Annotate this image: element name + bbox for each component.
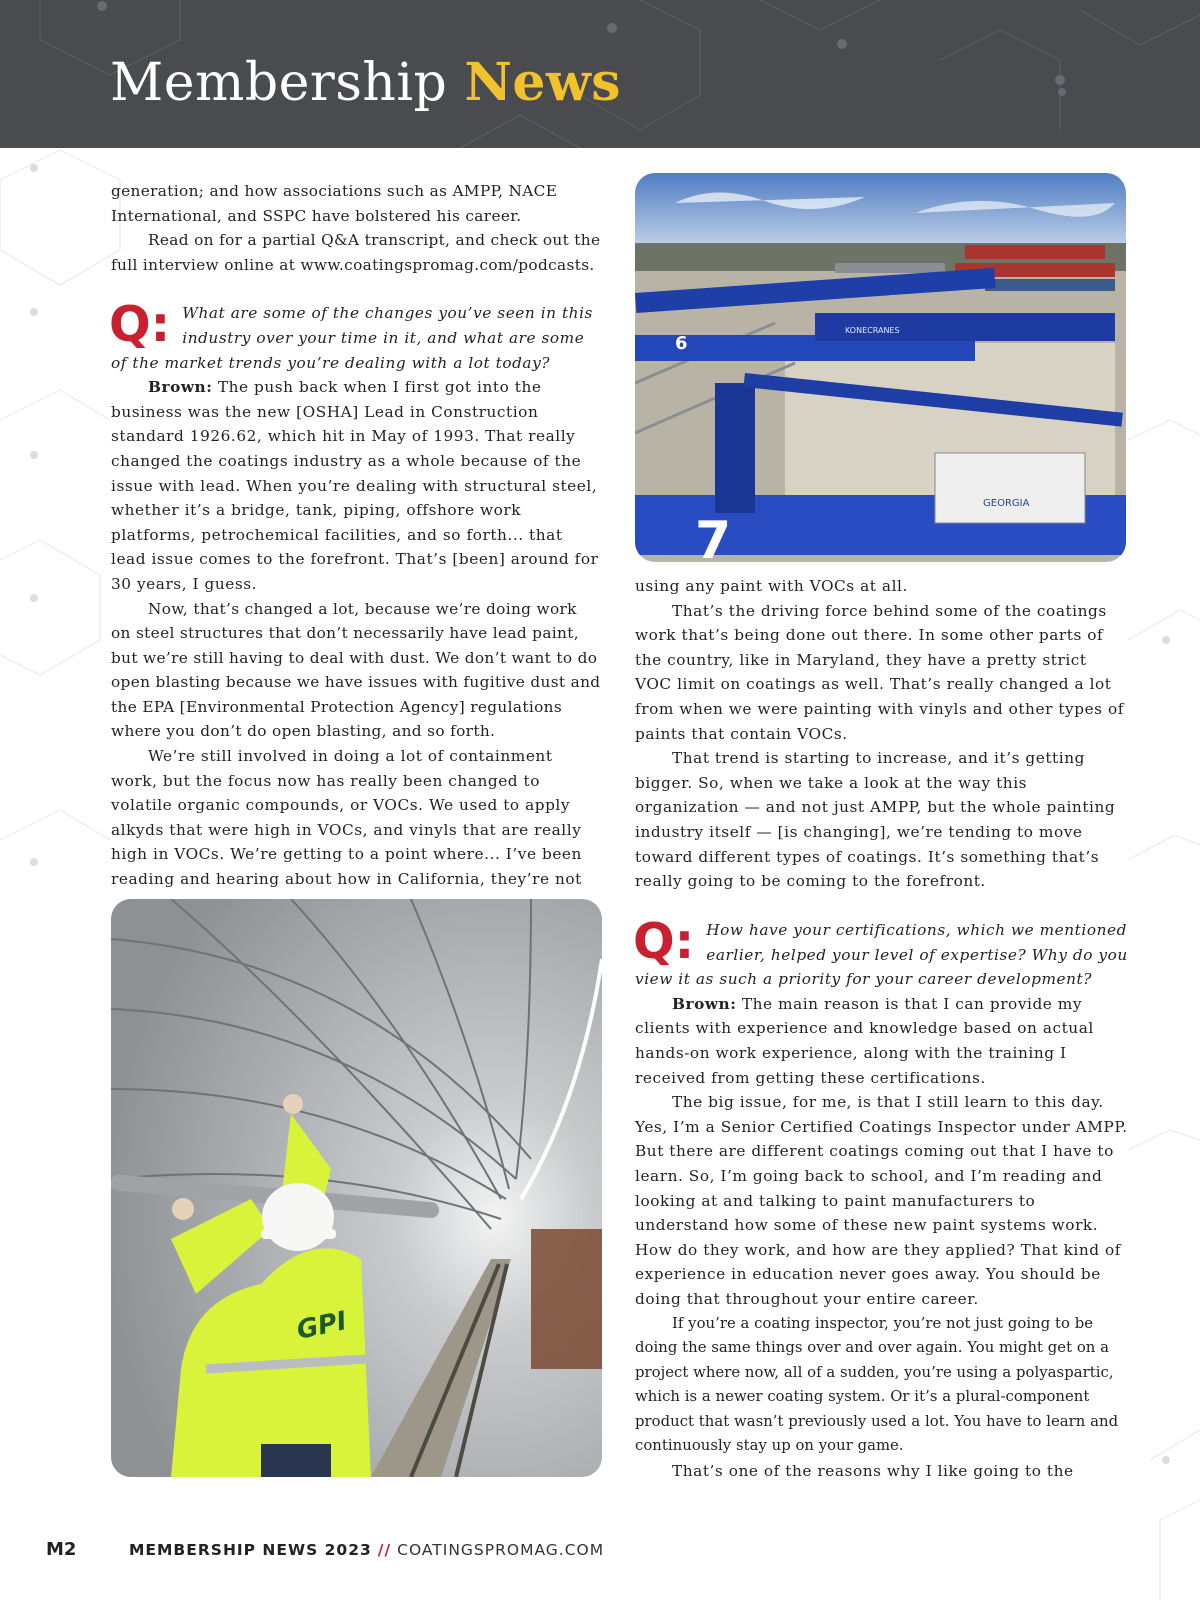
- answer-text-1: The push back when I first got into the business was the new [OSHA] Lead in Construction standard 1926.62, which hit in May of 1993. That really changed the coatings industry as a whole because of the issue with lead. When you’re dealing with structural steel, whether it’s a bridge, tank, piping, offshore work platforms, petrochemical facilities, and so forth... that lead issue comes to the forefront. That’s [been] around for 30 years, I guess.: [111, 378, 599, 593]
- crane-number-6: 6: [675, 333, 688, 354]
- right-column-upper: [635, 574, 1128, 894]
- question-text-2: How have your certifications, which we mentioned earlier, helped your level of expertise? Why do you view it as such a priority for your career development?: [635, 921, 1128, 989]
- right-column-lower: [633, 913, 1128, 1484]
- q-marker: Q:: [109, 296, 171, 354]
- answer-paragraph-1: [111, 375, 601, 596]
- question-block-1: [109, 296, 601, 375]
- q-marker: Q:: [633, 913, 695, 970]
- port-cranes-photo: [635, 173, 1126, 562]
- paragraph-reasons: That’s one of the reasons why I like going to the: [672, 1462, 1074, 1481]
- footer-separator: //: [377, 1541, 392, 1559]
- answer-paragraph-2: [635, 992, 1128, 1090]
- crane-number-7: 7: [695, 511, 732, 562]
- paragraph-trend: That trend is starting to increase, and it’s getting bigger. So, when we take a look at the way this organization — and not just AMPP, but the whole painting industry itself — [is changing], we’re tending to move toward different types of coatings. It’s something that’s really going to be coming to the forefront.: [635, 749, 1116, 891]
- page-number: M2: [46, 1539, 77, 1560]
- paragraph-intro-continued: generation; and how associations such as AMPP, NACE International, and SSPC have bolstered his career.: [111, 182, 558, 225]
- title-word-news: News: [464, 52, 622, 113]
- title-word-membership: Membership: [110, 53, 448, 113]
- paragraph-vocs-continued: using any paint with VOCs at all.: [635, 577, 908, 595]
- paragraph-big-issue: The big issue, for me, is that I still learn to this day. Yes, I’m a Senior Certified Coatings Inspector under AMPP. But there are different coatings coming out that I have to learn. So, I’m going back to school, and I’m reading and looking at and talking to paint manufacturers to understand how some of these new paint systems work. How do they work, and how are they applied? That kind of experience in education never goes away. You should be doing that throughout your entire career.: [635, 1093, 1128, 1308]
- masthead-bar: [0, 0, 1200, 148]
- answer-text-2: The main reason is that I can provide my clients with experience and knowledge based on actual hands-on work experience, along with the training I received from getting these certifications.: [635, 994, 1094, 1087]
- speaker-name: Brown:: [672, 994, 737, 1013]
- trailer-label: GEORGIA: [983, 498, 1030, 509]
- tunnel-inspector-photo: [111, 899, 602, 1477]
- paragraph-coating-inspector: If you’re a coating inspector, you’re not just going to be doing the same things over and over again. You might get on a project where now, all of a sudden, you’re using a polyaspartic, which is a newer coating system. Or it’s a plural-component product that wasn’t previously used a lot. You have to learn and continuously stay up on your game.: [635, 1314, 1119, 1455]
- left-column: [111, 179, 601, 892]
- website-link[interactable]: COATINGSPROMAG.COM: [397, 1541, 605, 1559]
- paragraph-containment: We’re still involved in doing a lot of containment work, but the focus now has really been changed to volatile organic compounds, or VOCs. We used to apply alkyds that were high in VOCs, and vinyls that are really high in VOCs. We’re getting to a point where... I’ve been reading and hearing about how in California, they’re not: [111, 747, 582, 889]
- question-text-1: What are some of the changes you’ve seen in this industry over your time in it, and what are some of the market trends you’re dealing with a lot today?: [111, 304, 593, 372]
- page-title: [110, 50, 621, 116]
- paragraph-now-changed: Now, that’s changed a lot, because we’re doing work on steel structures that don’t necessarily have lead paint, but we’re still having to deal with dust. We don’t want to do open blasting because we have issues with fugitive dust and the EPA [Environmental Protection Agency] regulations where you don’t do open blasting, and so forth.: [111, 599, 601, 741]
- speaker-name: Brown:: [148, 378, 213, 397]
- paragraph-driving-force: That’s the driving force behind some of the coatings work that’s being done out there. In some other parts of the country, like in Maryland, they have a pretty strict VOC limit on coatings as well. That’s really changed a lot from when we were painting with vinyls and other types of paints that contain VOCs.: [635, 601, 1124, 743]
- publication-line: [129, 1541, 604, 1559]
- paragraph-read-on: Read on for a partial Q&A transcript, and check out the full interview online at www.coatingspromag.com/podcasts.: [111, 231, 601, 274]
- question-block-2: [633, 913, 1128, 992]
- vest-logo-text: GPI: [294, 1306, 350, 1346]
- crane-brand-label: KONECRANES: [845, 326, 900, 335]
- publication-name: MEMBERSHIP NEWS 2023: [129, 1541, 372, 1559]
